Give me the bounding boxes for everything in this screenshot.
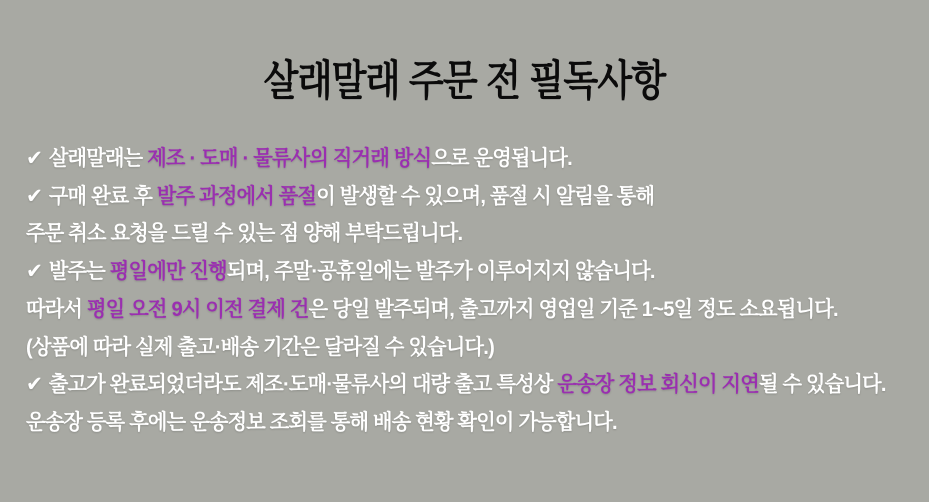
notice-text: 될 수 있습니다. [758,373,886,397]
notice-text: 살래말래는 [48,147,148,170]
notice-text: 이 발생할 수 있으며, 품절 시 알림을 통해 [316,184,655,208]
highlighted-text: 평일 오전 9시 이전 결제 건 [86,297,309,321]
notice-line [26,329,868,367]
check-icon: ✔ [26,147,43,170]
notice-text: 되며, 주말·공휴일에는 발주가 이루어지지 않습니다. [226,260,655,284]
notice-line [26,178,868,216]
highlighted-text: 제조 · 도매 · 물류사의 직거래 방식 [147,147,432,170]
highlighted-text: 발주 과정에서 품절 [156,184,317,208]
notice-text: 으로 운영됩니다. [431,147,572,170]
notice-line [26,366,886,404]
notice-line [26,291,868,329]
notice-lines [0,140,929,442]
notice-text: 구매 완료 후 [48,184,157,208]
check-icon: ✔ [26,373,43,397]
notice-line [26,253,868,291]
notice-text: 운송장 등록 후에는 운송정보 조회를 통해 배송 현황 확인이 가능합니다. [26,410,617,434]
notice-line [26,140,868,178]
highlighted-text: 운송장 정보 회신이 지연 [557,373,759,397]
notice-text: 발주는 [48,260,110,284]
notice-line [26,215,868,253]
notice-text: 은 당일 발주되며, 출고까지 영업일 기준 1~5일 정도 소요됩니다. [308,297,838,321]
notice-text: 주문 취소 요청을 드릴 수 있는 점 양해 부탁드립니다. [26,222,463,246]
page-title: 살래말래 주문 전 필독사항 [263,57,666,104]
check-icon: ✔ [26,184,43,208]
notice-text: (상품에 따라 실제 출고·배송 기간은 달라질 수 있습니다.) [26,335,495,359]
notice-text: 따라서 [26,297,87,321]
notice-line [26,404,868,442]
check-icon: ✔ [26,260,43,284]
highlighted-text: 평일에만 진행 [109,260,227,284]
notice-text: 출고가 완료되었더라도 제조·도매·물류사의 대량 출고 특성상 [48,373,558,397]
